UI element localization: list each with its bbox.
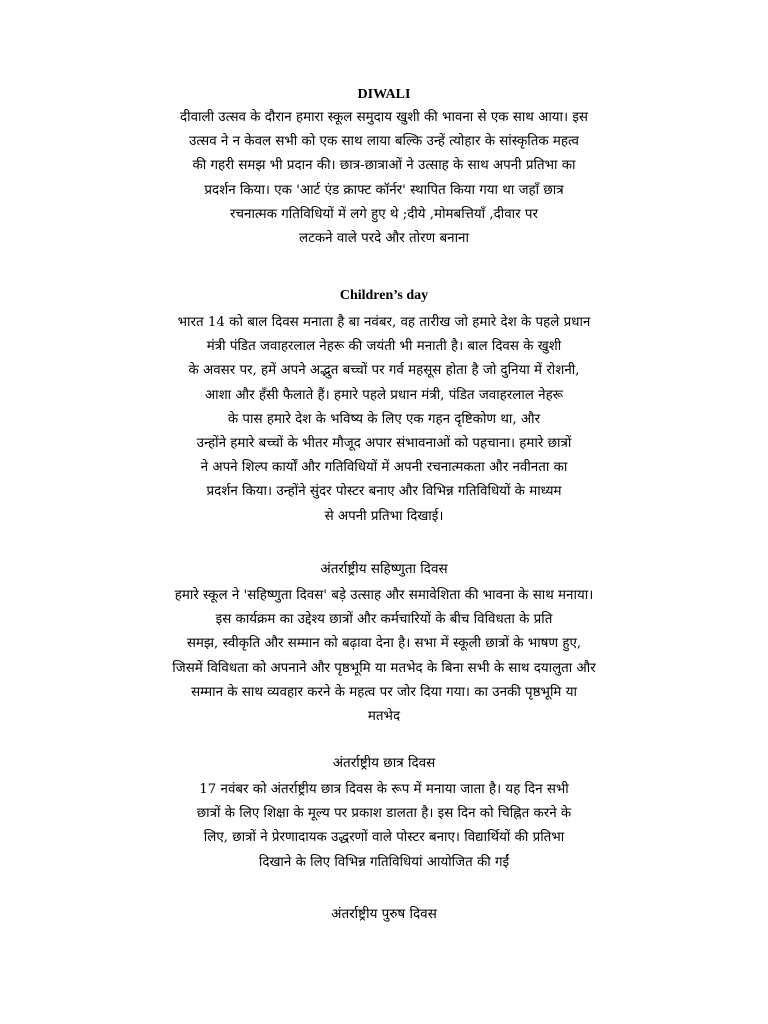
section-heading-childrens-day: Children’s day: [339, 288, 429, 303]
section-paragraph-tolerance-day: [92, 584, 676, 729]
paragraph-line: हमारे स्कूल ने 'सहिष्णुता दिवस' बड़े उत्साह और समावेशिता की भावना के साथ मनाया।: [174, 588, 594, 603]
paragraph-line: मतभेद: [367, 709, 401, 725]
paragraph-line: उत्सव ने न केवल सभी को एक साथ लाया बल्कि उन्हें त्योहार के सांस्कृतिक महत्व: [188, 134, 579, 150]
paragraph-line: छात्रों के लिए शिक्षा के मूल्य पर प्रकाश डालता है। इस दिन को चिह्नित करने के: [196, 806, 572, 822]
paragraph-line: की गहरी समझ भी प्रदान की। छात्र-छात्राओं ने उत्साह के साथ अपनी प्रतिभा का: [192, 158, 576, 174]
section-paragraph-students-day: [92, 778, 676, 875]
paragraph-line: 17 नवंबर को अंतर्राष्ट्रीय छात्र दिवस के रूप में मनाया जाता है। यह दिन सभी: [199, 782, 569, 797]
paragraph-line: से अपनी प्रतिभा दिखाई।: [324, 508, 444, 524]
paragraph-line: इस कार्यक्रम का उद्देश्य छात्रों और कर्मचारियों के बीच विविधता के प्रति: [215, 612, 553, 628]
paragraph-line: लिए, छात्रों ने प्रेरणादायक उद्धरणों वाले पोस्टर बनाए। विद्यार्थियों की प्रतिभा: [203, 830, 565, 846]
section-heading-mens-day: अंतर्राष्ट्रीय पुरुष दिवस: [331, 906, 437, 922]
paragraph-line: जिसमें विविधता को अपनाने और पृष्ठभूमि या मतभेद के बिना सभी के साथ दयालुता और: [172, 660, 596, 676]
section-heading-tolerance-day: अंतर्राष्ट्रीय सहिष्णुता दिवस: [320, 561, 448, 577]
paragraph-line: प्रदर्शन किया। उन्होंने सुंदर पोस्टर बनाए और विभिन्न गतिविधियों के माध्यम: [206, 484, 562, 500]
paragraph-line: लटकने वाले परदे और तोरण बनाना: [299, 231, 469, 247]
section-paragraph-childrens-day: [92, 311, 676, 529]
paragraph-line: दीवाली उत्सव के दौरान हमारा स्कूल समुदाय खुशी की भावना से एक साथ आया। इस: [180, 110, 588, 125]
section-heading-students-day: अंतर्राष्ट्रीय छात्र दिवस: [332, 755, 436, 771]
paragraph-line: के पास हमारे देश के भविष्य के लिए एक गहन दृष्टिकोण था, और: [227, 411, 541, 427]
paragraph-line: के अवसर पर, हमें अपने अद्भुत बच्चों पर गर्व महसूस होता है जो दुनिया में रोशनी,: [188, 363, 580, 379]
paragraph-line: आशा और हँसी फैलाते हैं। हमारे पहले प्रधान मंत्री, पंडित जवाहरलाल नेहरू: [204, 387, 564, 403]
paragraph-line: दिखाने के लिए विभिन्न गतिविधियां आयोजित की गईं: [258, 854, 510, 870]
paragraph-line: रचनात्मक गतिविधियों में लगे हुए थे ;दीये ,मोमबत्तियाँ ,दीवार पर: [230, 206, 538, 222]
paragraph-line: समझ, स्वीकृति और सम्मान को बढ़ावा देना है। सभा में स्कूली छात्रों के भाषण हुए,: [186, 636, 582, 652]
paragraph-line: सम्मान के साथ व्यवहार करने के महत्व पर जोर दिया गया। का उनकी पृष्ठभूमि या: [191, 684, 577, 700]
section-paragraph-diwali: [92, 106, 676, 251]
paragraph-line: भारत 14 को बाल दिवस मनाता है बा नवंबर, वह तारीख जो हमारे देश के पहले प्रधान: [177, 315, 591, 330]
paragraph-line: ने अपने शिल्प कार्यों और गतिविधियों में अपनी रचनात्मकता और नवीनता का: [200, 460, 568, 476]
section-heading-diwali: DIWALI: [357, 87, 411, 102]
paragraph-line: मंत्री पंडित जवाहरलाल नेहरू की जयंती भी मनाती है। बाल दिवस के खुशी: [206, 339, 562, 355]
paragraph-line: प्रदर्शन किया। एक 'आर्ट एंड क्राफ्ट कॉर्नर' स्थापित किया गया था जहाँ छात्र: [204, 182, 564, 198]
paragraph-line: उन्होंने हमारे बच्चों के भीतर मौजूद अपार संभावनाओं को पहचाना। हमारे छात्रों: [196, 436, 572, 452]
